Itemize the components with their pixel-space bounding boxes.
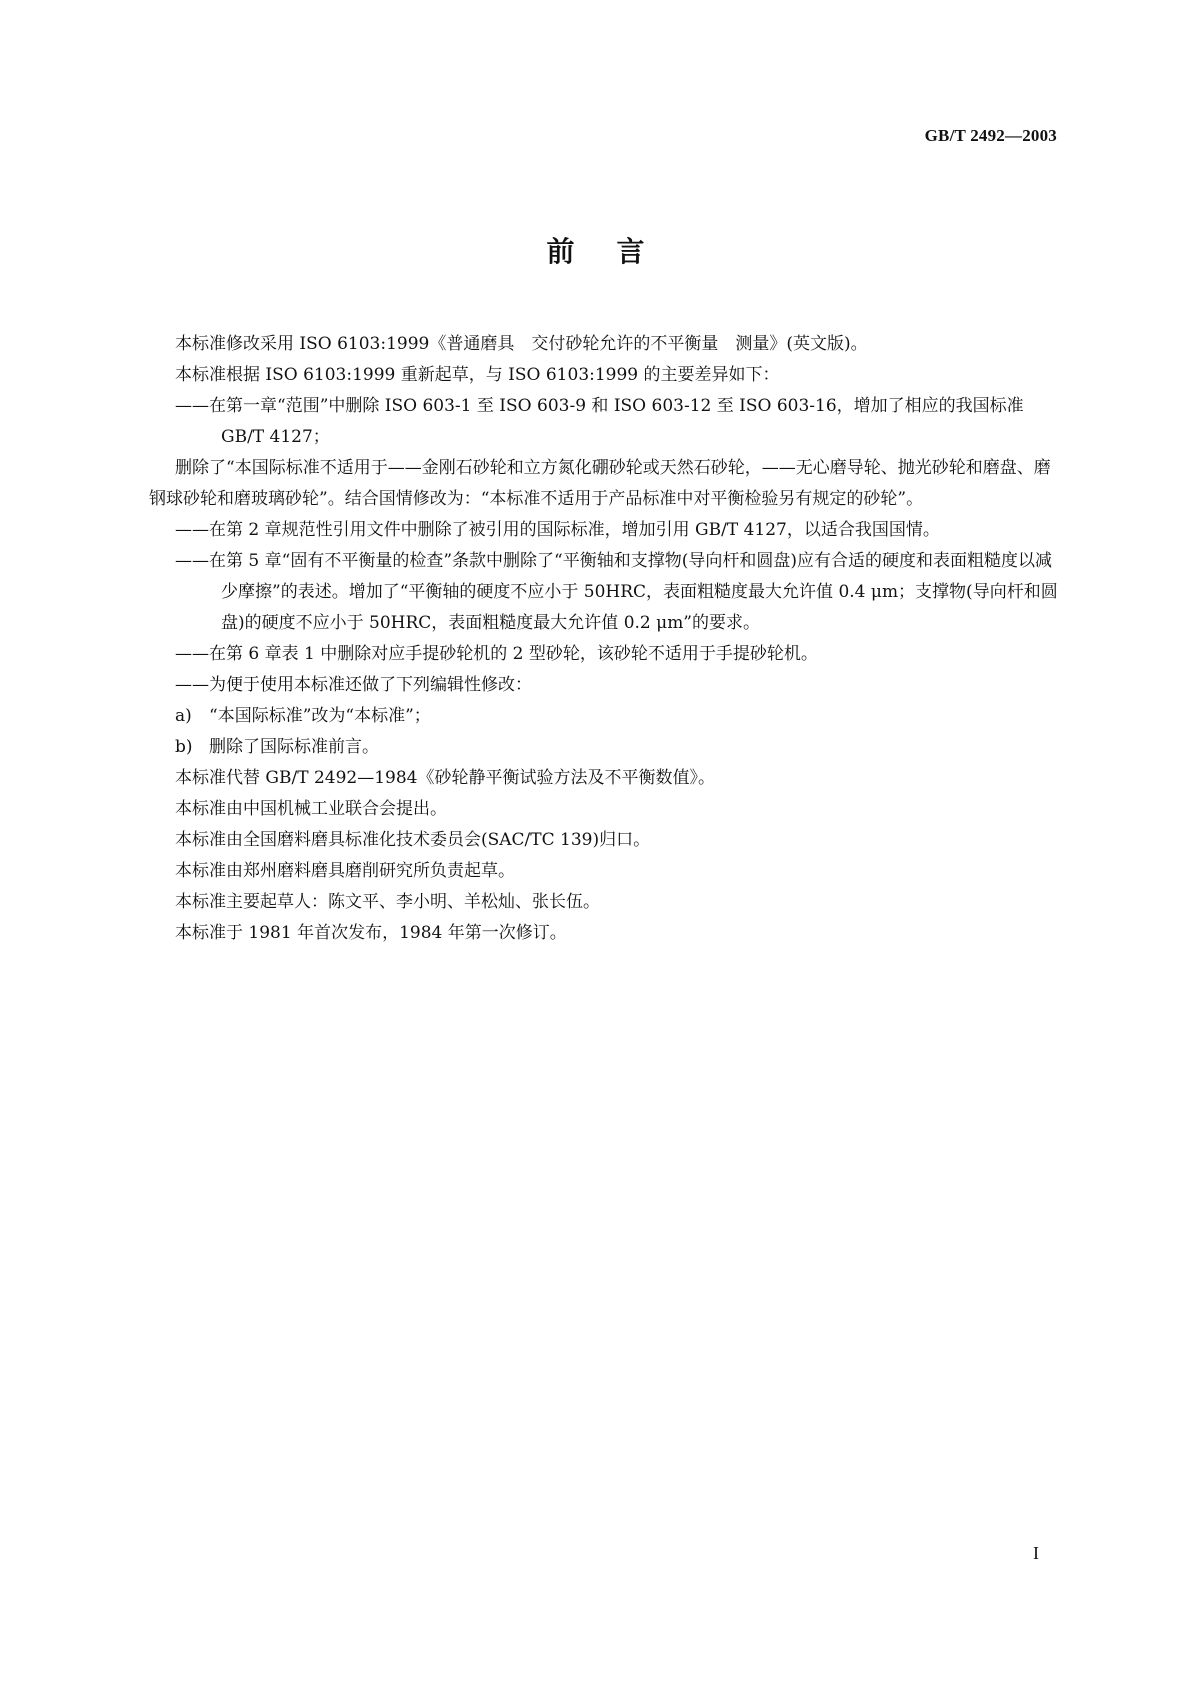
dash-item-chapter-6: ——在第 6 章表 1 中删除对应手提砂轮机的 2 型砂轮，该砂轮不适用于手提砂轮机。 — [175, 644, 818, 664]
foreword-body — [149, 329, 1060, 949]
list-marker-a: a) — [175, 706, 192, 726]
page-title: 前言 — [546, 235, 687, 268]
page-number: I — [1033, 1543, 1039, 1563]
list-text-b: 删除了国际标准前言。 — [209, 737, 379, 757]
list-item-b — [175, 732, 1060, 763]
paragraph-replaces: 本标准代替 GB/T 2492—1984《砂轮静平衡试验方法及不平衡数值》。 — [175, 768, 715, 788]
paragraph-history: 本标准于 1981 年首次发布，1984 年第一次修订。 — [175, 923, 567, 943]
paragraph-centralized-by: 本标准由全国磨料磨具标准化技术委员会(SAC/TC 139)归口。 — [175, 830, 651, 850]
list-marker-b: b) — [175, 737, 193, 757]
paragraph-differences-intro: 本标准根据 ISO 6103:1999 重新起草，与 ISO 6103:1999 的主要差异如下： — [175, 365, 780, 385]
list-text-a: “本国际标准”改为“本标准”； — [209, 706, 431, 726]
paragraph-proposed-by: 本标准由中国机械工业联合会提出。 — [175, 799, 447, 819]
dash-item-scope: ——在第一章“范围”中删除 ISO 603-1 至 ISO 603-9 和 ISO 603-12 至 ISO 603-16，增加了相应的我国标准 GB/T 4127； — [175, 396, 1024, 447]
dash-item-editorial: ——为便于使用本标准还做了下列编辑性修改： — [175, 675, 532, 695]
paragraph-main-drafters: 本标准主要起草人：陈文平、李小明、羊松灿、张长伍。 — [175, 892, 600, 912]
paragraph-adoption: 本标准修改采用 ISO 6103:1999《普通磨具 交付砂轮允许的不平衡量 测量》(英文版)。 — [175, 334, 868, 354]
paragraph-deleted-exclusions: 删除了“本国际标准不适用于——金刚石砂轮和立方氮化硼砂轮或天然石砂轮，——无心磨导轮、抛光砂轮和磨盘、磨钢球砂轮和磨玻璃砂轮”。结合国情修改为：“本标准不适用于产品标准中对平衡检验另有规定的砂轮”。 — [149, 458, 1051, 509]
list-item-a — [175, 701, 1060, 732]
dash-item-chapter-5: ——在第 5 章“固有不平衡量的检查”条款中删除了“平衡轴和支撑物(导向杆和圆盘)应有合适的硬度和表面粗糙度以减少摩擦”的表述。增加了“平衡轴的硬度不应小于 50HRC，表面粗糙度最大允许值 0.4 μm；支撑物(导向杆和圆盘)的硬度不应小于 50HRC，表面粗糙度最大允许值 0.2 μm”的要求。 — [175, 551, 1058, 633]
paragraph-drafted-by: 本标准由郑州磨料磨具磨削研究所负责起草。 — [175, 861, 515, 881]
standard-number: GB/T 2492—2003 — [924, 126, 1057, 145]
dash-item-normative-references: ——在第 2 章规范性引用文件中删除了被引用的国际标准，增加引用 GB/T 4127，以适合我国国情。 — [175, 520, 940, 540]
